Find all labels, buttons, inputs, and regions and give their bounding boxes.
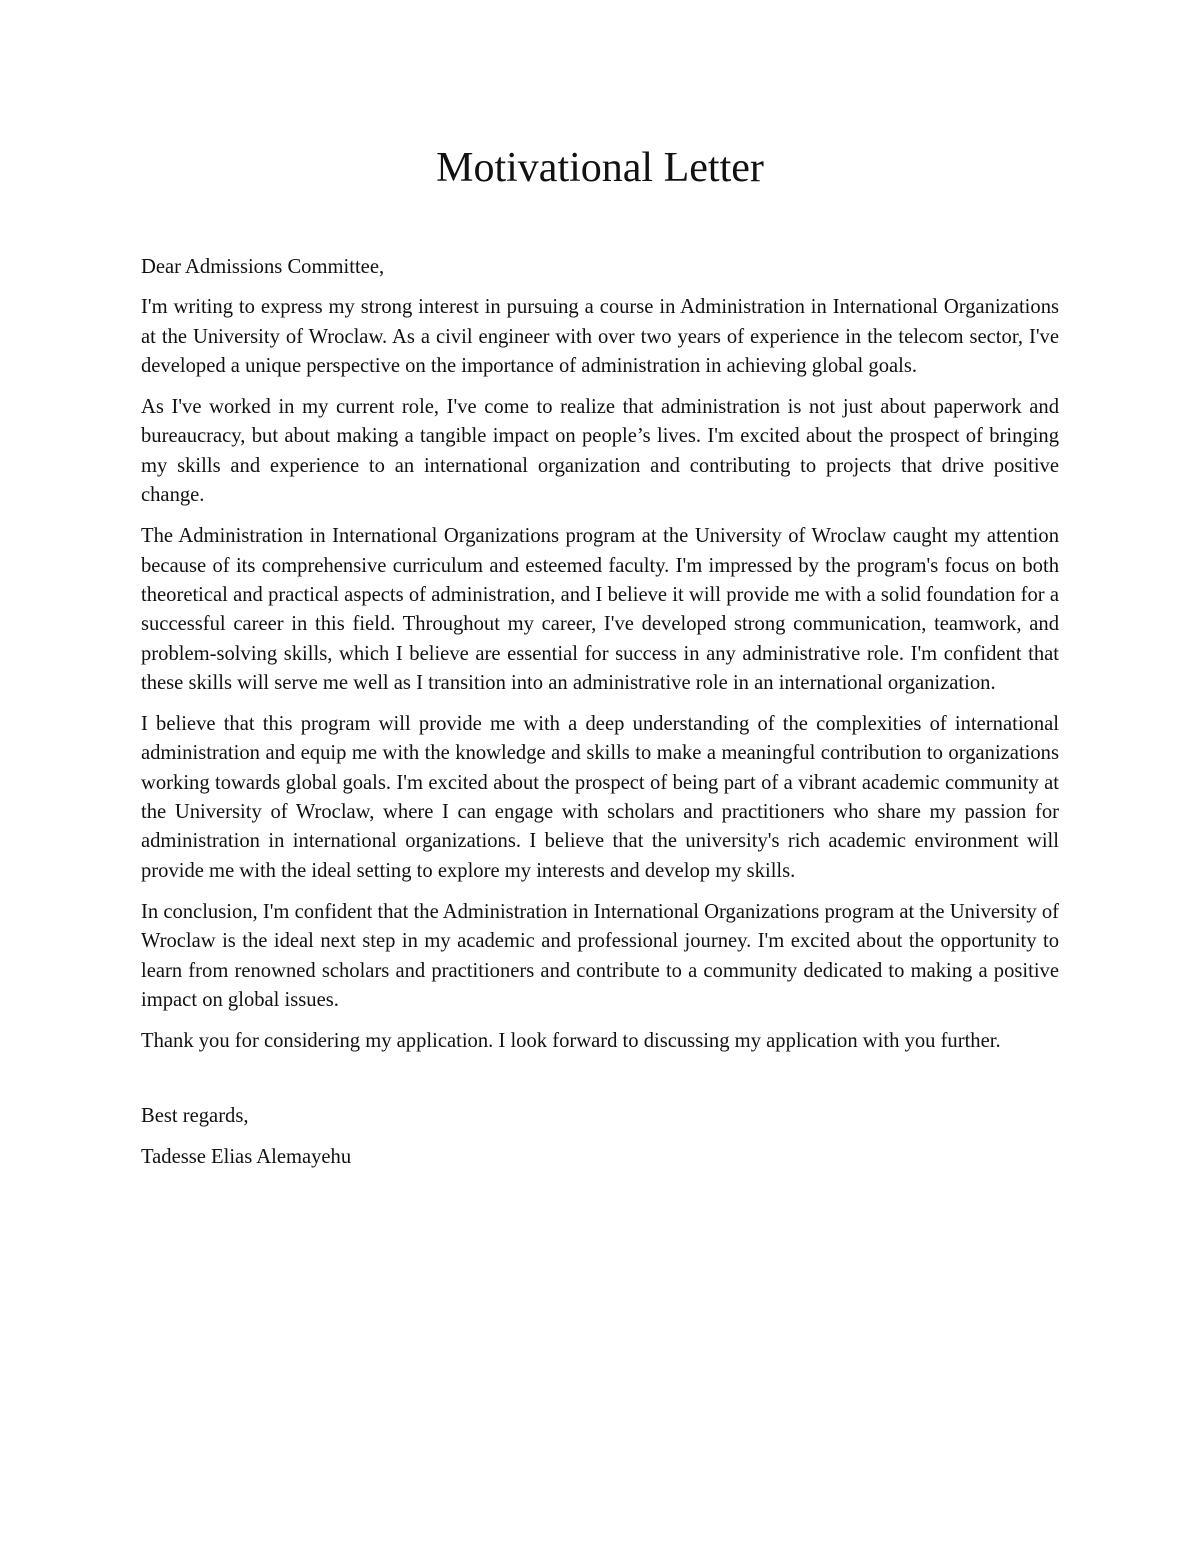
- page-title: Motivational Letter: [436, 145, 764, 191]
- salutation: Dear Admissions Committee,: [141, 256, 385, 278]
- paragraph-thanks: Thank you for considering my application. I look forward to discussing my application with you further.: [141, 1030, 1001, 1053]
- paragraph-conclusion: In conclusion, I'm confident that the Administration in International Organizations program at the University of Wroclaw is the ideal next step in my academic and professional journey. I'm excited about the opportunity to learn from renowned scholars and practitioners and contribute to a community dedicated to making a positive impact on global issues.: [141, 900, 1059, 1011]
- paragraph-program-benefits: I believe that this program will provide me with a deep understanding of the complexities of international administration and equip me with the knowledge and skills to make a meaningful contribution to organizations working towards global goals. I'm excited about the prospect of being part of a vibrant academic community at the University of Wroclaw, where I can engage with scholars and practitioners who share my passion for administration in international organizations. I believe that the university's rich academic environment will provide me with the ideal setting to explore my interests and develop my skills.: [141, 713, 1059, 882]
- paragraph-current-role: As I've worked in my current role, I've come to realize that administration is not just about paperwork and bureaucracy, but about making a tangible impact on people’s lives. I'm excited about the prospect of bringing my skills and experience to an international organization and contributing to projects that drive positive change.: [141, 396, 1059, 507]
- signature-name: Tadesse Elias Alemayehu: [141, 1145, 352, 1168]
- paragraph-intro: I'm writing to express my strong interest in pursuing a course in Administration in International Organizations at the University of Wroclaw. As a civil engineer with over two years of experience in the telecom sector, I've developed a unique perspective on the importance of administration in achieving global goals.: [141, 296, 1059, 377]
- letter-body: [141, 253, 1059, 1172]
- paragraph-program-interest: The Administration in International Organizations program at the University of Wroclaw caught my attention because of its comprehensive curriculum and esteemed faculty. I'm impressed by the program's focus on both theoretical and practical aspects of administration, and I believe it will provide me with a solid foundation for a successful career in this field. Throughout my career, I've developed strong communication, teamwork, and problem-solving skills, which I believe are essential for success in any administrative role. I'm confident that these skills will serve me well as I transition into an administrative role in an international organization.: [141, 525, 1059, 694]
- closing: Best regards,: [141, 1105, 249, 1128]
